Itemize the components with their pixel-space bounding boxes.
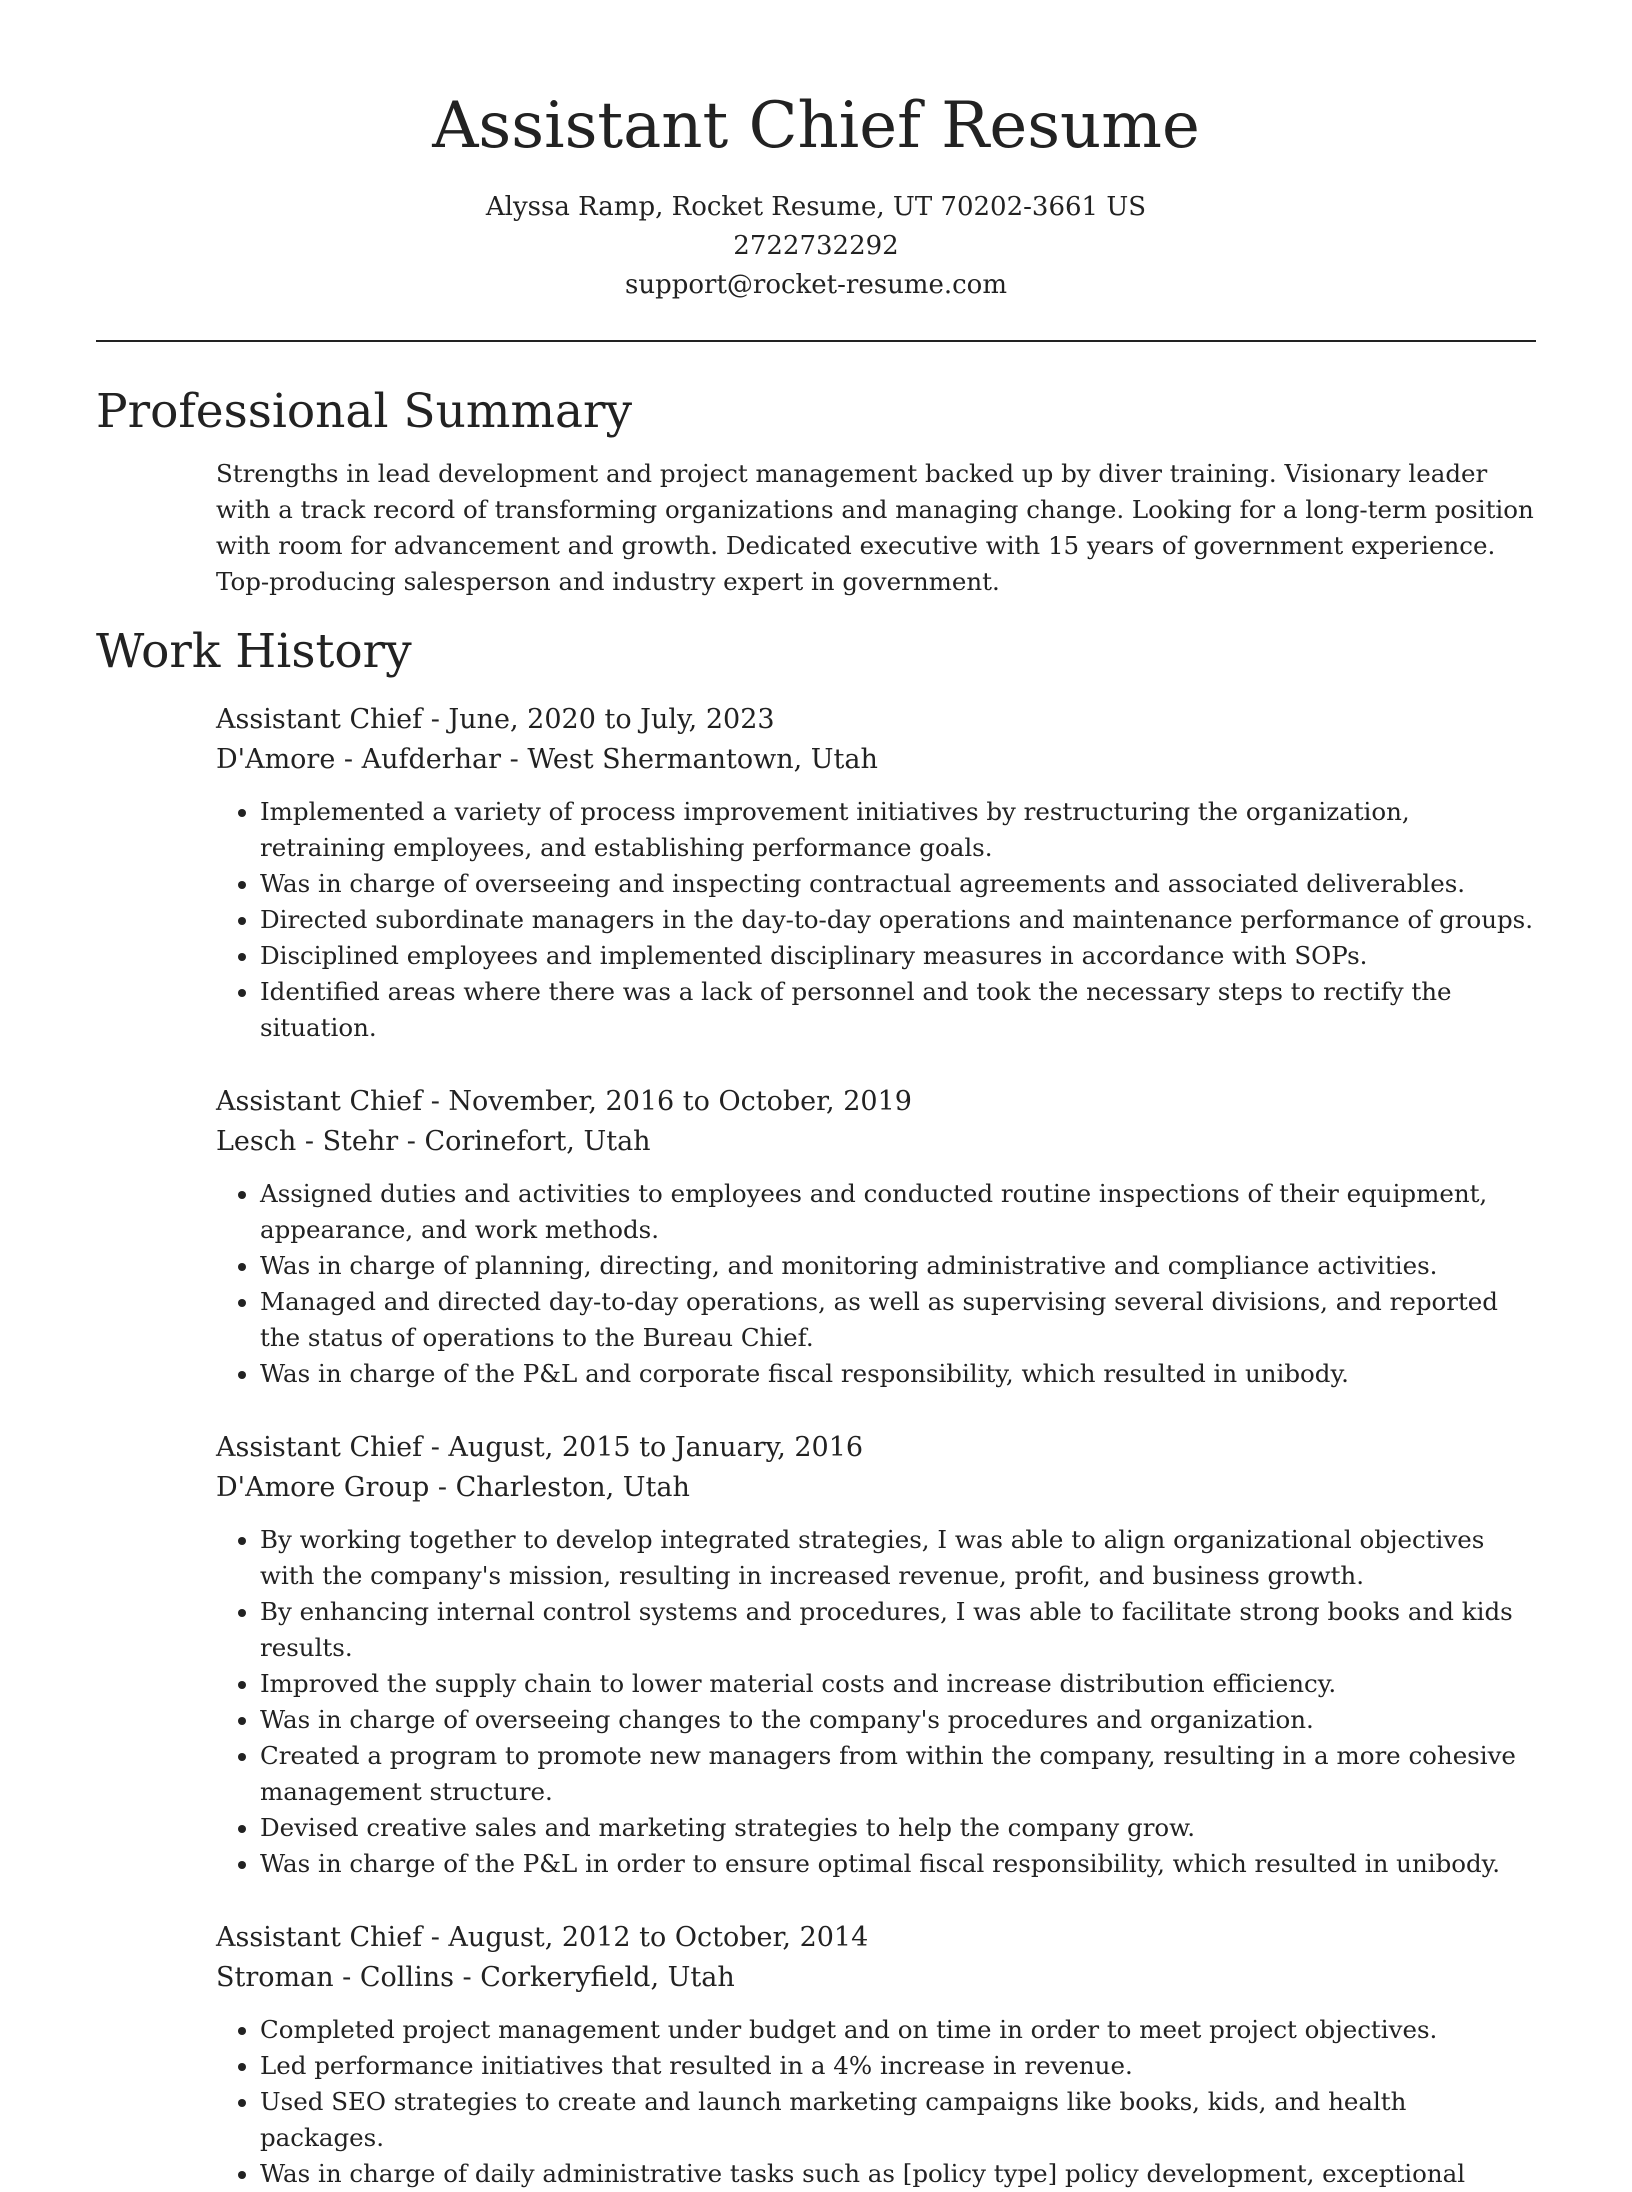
job-bullets xyxy=(216,1522,1536,1882)
job-heading-line xyxy=(216,700,1536,740)
job-dates: - August, 2015 to January, 2016 xyxy=(422,1432,864,1463)
work-history-heading: Work History xyxy=(96,624,412,679)
job-bullet: • Created a program to promote new managers from within the company, resulting in a more cohesive management structure. xyxy=(260,1738,1536,1810)
job-bullet: • Devised creative sales and marketing strategies to help the company grow. xyxy=(260,1810,1536,1846)
job-bullet: • Was in charge of planning, directing, and monitoring administrative and compliance activities. xyxy=(260,1248,1536,1284)
contact-email: support@rocket-resume.com xyxy=(624,270,1007,300)
job-bullet: • Improved the supply chain to lower material costs and increase distribution efficiency. xyxy=(260,1666,1536,1702)
resume-title: Assistant Chief Resume xyxy=(432,89,1200,163)
job-entry xyxy=(216,1428,1536,1882)
job-bullet: • Was in charge of overseeing and inspecting contractual agreements and associated deliverables. xyxy=(260,866,1536,902)
job-bullet: • By enhancing internal control systems and procedures, I was able to facilitate strong books and kids results. xyxy=(260,1594,1536,1666)
job-company-line xyxy=(216,1468,1536,1508)
job-bullets xyxy=(216,1176,1536,1392)
job-bullet: • Identified areas where there was a lack of personnel and took the necessary steps to rectify the situation. xyxy=(260,974,1536,1046)
job-location: - West Shermantown, Utah xyxy=(501,744,878,775)
work-history-section xyxy=(216,700,1536,2192)
job-company-line xyxy=(216,1122,1536,1162)
job-dates: - August, 2012 to October, 2014 xyxy=(422,1922,869,1953)
job-dates: - November, 2016 to October, 2019 xyxy=(422,1086,912,1117)
job-bullet: • Used SEO strategies to create and launch marketing campaigns like books, kids, and health packages. xyxy=(260,2084,1536,2156)
contact-address: Alyssa Ramp, Rocket Resume, UT 70202-3661 US xyxy=(485,192,1147,222)
job-company: Lesch - Stehr xyxy=(216,1126,399,1157)
job-heading-line xyxy=(216,1082,1536,1122)
job-heading-line xyxy=(216,1428,1536,1468)
resume-header xyxy=(96,0,1536,305)
job-bullet: • Led performance initiatives that resulted in a 4% increase in revenue. xyxy=(260,2048,1536,2084)
job-company-line xyxy=(216,740,1536,780)
job-bullet: • Completed project management under budget and on time in order to meet project objectives. xyxy=(260,2012,1536,2048)
job-heading-line xyxy=(216,1918,1536,1958)
job-bullets xyxy=(216,2012,1536,2192)
job-location: - Corinefort, Utah xyxy=(398,1126,651,1157)
contact-block xyxy=(96,188,1536,305)
summary-text: Strengths in lead development and project management backed up by diver training. Visionary leader with a track record of transforming organizations and managing change. Looking for a long-term position with room for advancement and growth. Dedicated executive with 15 years of government experience. Top-producing salesperson and industry expert in government. xyxy=(216,459,1534,596)
job-title: Assistant Chief xyxy=(216,1086,423,1117)
job-entry xyxy=(216,1082,1536,1392)
job-bullet: • By working together to develop integrated strategies, I was able to align organizational objectives with the company's mission, resulting in increased revenue, profit, and business growth. xyxy=(260,1522,1536,1594)
job-bullet: • Directed subordinate managers in the day-to-day operations and maintenance performance of groups. xyxy=(260,902,1536,938)
job-company: Stroman - Collins xyxy=(216,1962,454,1993)
job-title: Assistant Chief xyxy=(216,704,423,735)
job-bullet: • Assigned duties and activities to employees and conducted routine inspections of their equipment, appearance, and work methods. xyxy=(260,1176,1536,1248)
summary-section xyxy=(216,456,1536,600)
job-location: - Corkeryfield, Utah xyxy=(453,1962,735,1993)
job-dates: - June, 2020 to July, 2023 xyxy=(422,704,775,735)
job-title: Assistant Chief xyxy=(216,1432,423,1463)
job-bullets xyxy=(216,794,1536,1046)
job-entry xyxy=(216,1918,1536,2192)
job-bullet: • Managed and directed day-to-day operations, as well as supervising several divisions, and reported the status of operations to the Bureau Chief. xyxy=(260,1284,1536,1356)
job-bullet: • Was in charge of daily administrative tasks such as [policy type] policy development, exceptional xyxy=(260,2156,1536,2192)
header-divider xyxy=(96,340,1536,342)
job-company-line xyxy=(216,1958,1536,1998)
job-location: - Charleston, Utah xyxy=(429,1472,690,1503)
job-bullet: • Was in charge of the P&L and corporate fiscal responsibility, which resulted in unibody. xyxy=(260,1356,1536,1392)
job-bullet: • Disciplined employees and implemented disciplinary measures in accordance with SOPs. xyxy=(260,938,1536,974)
job-company: D'Amore - Aufderhar xyxy=(216,744,502,775)
summary-heading: Professional Summary xyxy=(96,384,633,439)
job-bullet: • Implemented a variety of process improvement initiatives by restructuring the organization, retraining employees, and establishing performance goals. xyxy=(260,794,1536,866)
job-entry xyxy=(216,700,1536,1046)
job-company: D'Amore Group xyxy=(216,1472,430,1503)
contact-phone: 2722732292 xyxy=(733,231,899,261)
job-title: Assistant Chief xyxy=(216,1922,423,1953)
job-bullet: • Was in charge of the P&L in order to ensure optimal fiscal responsibility, which resulted in unibody. xyxy=(260,1846,1536,1882)
job-bullet: • Was in charge of overseeing changes to the company's procedures and organization. xyxy=(260,1702,1536,1738)
